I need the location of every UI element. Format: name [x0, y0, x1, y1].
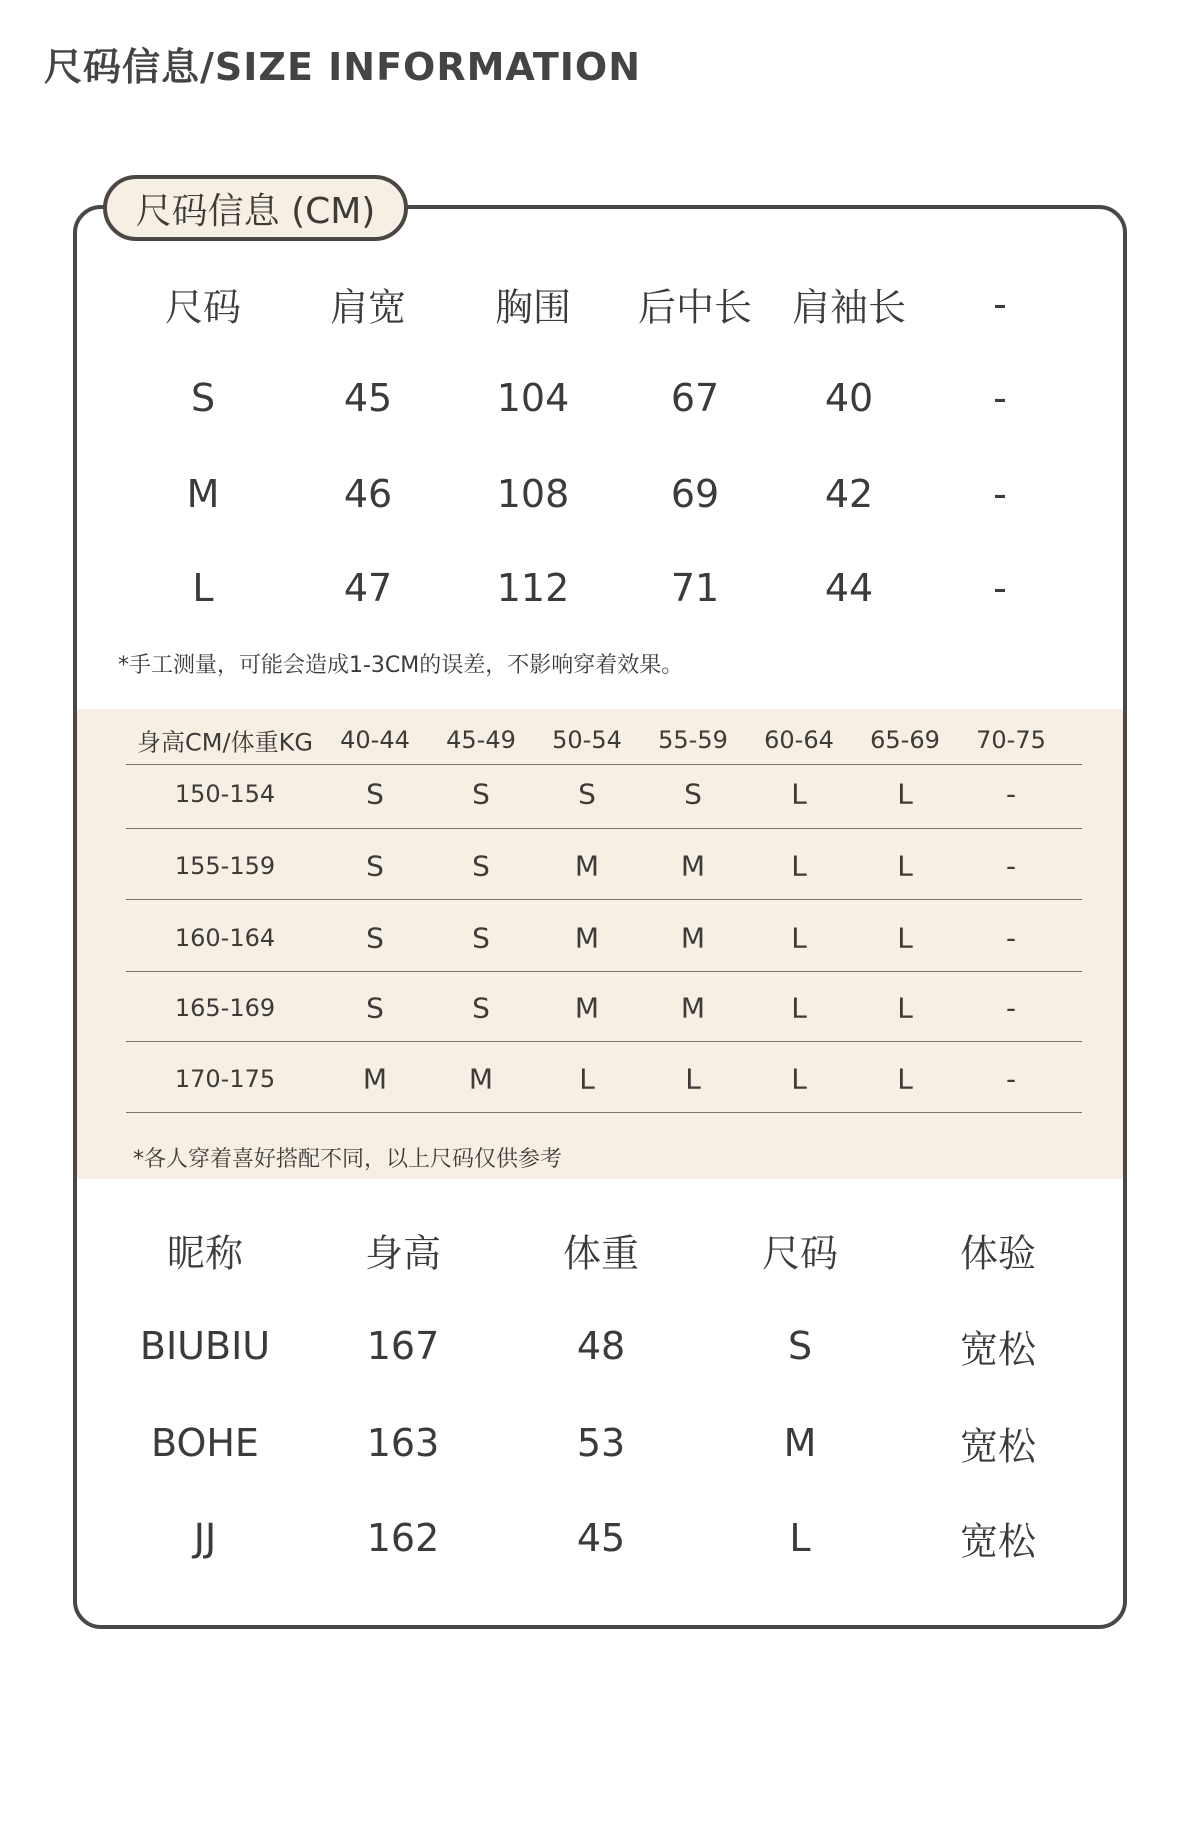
recommend-cell: S	[472, 849, 490, 883]
size-cell: -	[993, 472, 1007, 516]
size-cell: -	[993, 566, 1007, 610]
table-divider	[126, 764, 1082, 765]
recommend-header-cell: 60-64	[764, 726, 834, 754]
recommend-header-cell: 50-54	[552, 726, 622, 754]
recommend-cell: S	[472, 991, 490, 1025]
recommend-cell: S	[366, 991, 384, 1025]
size-cell: 45	[343, 376, 393, 420]
recommend-cell: -	[1005, 1062, 1017, 1096]
size-header-cell: 尺码	[164, 285, 242, 330]
recommend-cell: 165-169	[174, 994, 276, 1022]
recommend-cell: L	[791, 991, 807, 1025]
recommend-header-cell: 65-69	[870, 726, 940, 754]
recommend-cell: M	[574, 849, 600, 883]
recommend-cell: L	[791, 1062, 807, 1096]
recommend-cell: L	[897, 777, 913, 811]
recommend-cell: L	[791, 777, 807, 811]
recommend-cell: 155-159	[174, 852, 276, 880]
table-divider	[126, 1112, 1082, 1113]
recommend-cell: L	[685, 1062, 701, 1096]
size-header-cell: 肩宽	[329, 285, 407, 330]
recommend-header-cell: 40-44	[340, 726, 410, 754]
recommend-cell: M	[574, 921, 600, 955]
recommend-cell: L	[897, 1062, 913, 1096]
recommend-header-cell: 45-49	[446, 726, 516, 754]
size-cell: M	[186, 472, 220, 516]
recommend-cell: M	[362, 1062, 388, 1096]
model-cell: BIUBIU	[139, 1324, 271, 1368]
model-cell: S	[787, 1324, 813, 1368]
recommend-cell: 160-164	[174, 924, 276, 952]
recommend-header-cell: 55-59	[658, 726, 728, 754]
model-cell: JJ	[193, 1516, 217, 1560]
model-cell: 163	[366, 1421, 440, 1465]
size-note: *手工测量，可能会造成1-3CM的误差，不影响穿着效果。	[118, 653, 684, 678]
size-header-cell: 胸围	[494, 285, 572, 330]
recommend-header-cell: 70-75	[976, 726, 1046, 754]
model-header-cell: 尺码	[761, 1231, 839, 1276]
size-cell: 46	[343, 472, 393, 516]
size-header-cell: 后中长	[637, 285, 753, 330]
recommend-cell: M	[680, 921, 706, 955]
recommend-header-cell: 身高CM/体重KG	[137, 728, 313, 757]
size-cell: 67	[670, 376, 720, 420]
recommend-cell: -	[1005, 849, 1017, 883]
recommend-cell: M	[680, 849, 706, 883]
model-header-cell: 身高	[364, 1231, 442, 1276]
recommend-cell: L	[791, 849, 807, 883]
recommend-cell: S	[472, 777, 490, 811]
model-cell: BOHE	[151, 1421, 259, 1465]
model-header-cell: 昵称	[166, 1231, 244, 1276]
model-cell: 48	[576, 1324, 626, 1368]
size-cell: S	[190, 376, 216, 420]
recommend-cell: L	[897, 991, 913, 1025]
recommend-cell: -	[1005, 777, 1017, 811]
size-cell: 44	[824, 566, 874, 610]
recommend-cell: L	[897, 849, 913, 883]
table-divider	[126, 971, 1082, 972]
recommend-cell: S	[578, 777, 596, 811]
recommend-cell: S	[366, 921, 384, 955]
model-cell: 45	[576, 1516, 626, 1560]
model-header-cell: 体验	[959, 1231, 1037, 1276]
recommend-note: *各人穿着喜好搭配不同，以上尺码仅供参考	[133, 1147, 563, 1172]
model-cell: 167	[366, 1324, 440, 1368]
size-cell: 42	[824, 472, 874, 516]
recommend-cell: M	[574, 991, 600, 1025]
model-cell: 53	[576, 1421, 626, 1465]
size-tab-label: 尺码信息 (CM)	[103, 175, 408, 241]
size-cell: -	[993, 376, 1007, 420]
model-cell: 162	[366, 1516, 440, 1560]
recommend-cell: L	[897, 921, 913, 955]
table-divider	[126, 828, 1082, 829]
recommend-cell: 170-175	[174, 1065, 276, 1093]
model-cell: M	[783, 1421, 817, 1465]
recommend-cell: S	[472, 921, 490, 955]
recommend-cell: -	[1005, 921, 1017, 955]
size-cell: 108	[496, 472, 570, 516]
model-cell: 宽松	[959, 1424, 1037, 1469]
recommend-cell: S	[366, 777, 384, 811]
recommend-cell: S	[684, 777, 702, 811]
size-cell: 71	[670, 566, 720, 610]
recommend-cell: L	[579, 1062, 595, 1096]
size-header-cell: 肩袖长	[791, 285, 907, 330]
size-cell: 69	[670, 472, 720, 516]
model-cell: 宽松	[959, 1327, 1037, 1372]
model-cell: L	[789, 1516, 811, 1560]
table-divider	[126, 1041, 1082, 1042]
recommend-cell: L	[791, 921, 807, 955]
recommend-cell: S	[366, 849, 384, 883]
model-cell: 宽松	[959, 1519, 1037, 1564]
recommend-cell: M	[680, 991, 706, 1025]
recommend-cell: 150-154	[174, 780, 276, 808]
model-header-cell: 体重	[562, 1231, 640, 1276]
size-header-cell: -	[993, 282, 1007, 326]
recommend-cell: M	[468, 1062, 494, 1096]
size-cell: 104	[496, 376, 570, 420]
recommend-cell: -	[1005, 991, 1017, 1025]
table-divider	[126, 899, 1082, 900]
size-cell: L	[192, 566, 214, 610]
page-title: 尺码信息/SIZE INFORMATION	[44, 45, 642, 89]
size-cell: 40	[824, 376, 874, 420]
size-cell: 112	[496, 566, 570, 610]
size-cell: 47	[343, 566, 393, 610]
